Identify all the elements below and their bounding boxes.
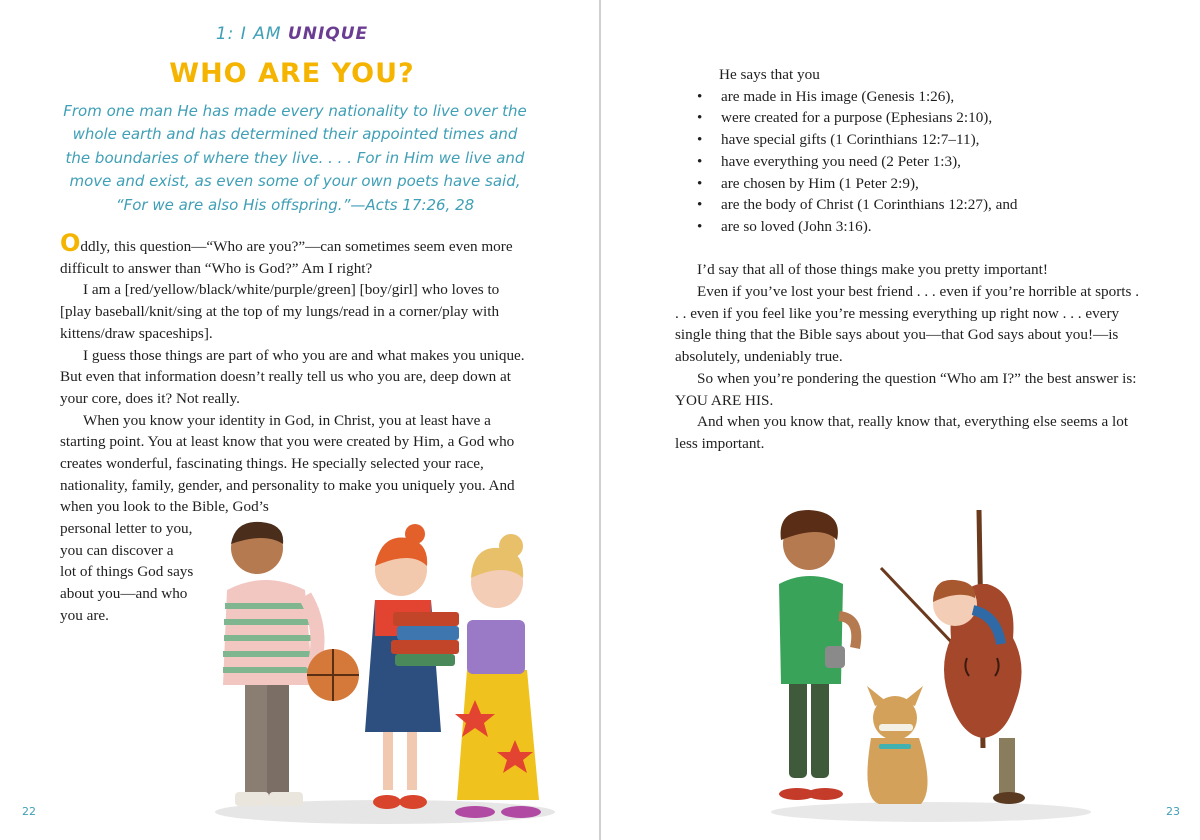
paragraph: I’d say that all of those things make you pretty important! [697, 261, 1048, 279]
page-number: 22 [22, 805, 36, 818]
girl-books-figure [365, 524, 459, 809]
paragraph-1 [60, 229, 528, 279]
paragraph-1-text: ddly, this question—“Who are you?”—can sometimes seem even more difficult to answer than “Who is God?” Am I right? [60, 238, 513, 277]
scripture-verse: From one man He has made every nationality to live over the whole earth and has determined their appointed times and the boundaries of where they live. . . . For in Him we live and move and exist, as even some of your own poets have said, “For we are also His offspring.”—Acts 17:26, 28 [63, 102, 527, 214]
left-body-text [60, 229, 528, 518]
right-body-text [675, 64, 1145, 455]
list-item: • are chosen by Him (1 Peter 2:9), [675, 173, 1145, 195]
wrapped-line: personal letter to you, [60, 520, 193, 537]
list-intro: He says that you [719, 66, 820, 83]
paragraph-4: When you know your identity in God, in Christ, you at least have a starting point. You at least know that you were created by Him, a God who creates wonderful, fascinating things. He specially selected your race, nationality, family, gender, and personality to make you uniquely you. And when you look to the Bible, God’s [60, 411, 515, 516]
chapter-number: 1: [215, 24, 235, 44]
page-number: 23 [1166, 805, 1180, 818]
wrapped-line: about you—and who [60, 585, 188, 603]
drop-cap: O [60, 229, 81, 257]
girl-glasses-figure [455, 534, 541, 818]
list-item: • have special gifts (1 Corinthians 12:7–11), [675, 129, 1145, 151]
paragraph: And when you know that, really know that, everything else seems a lot less important. [675, 413, 1129, 452]
list-item: • are made in His image (Genesis 1:26), [675, 86, 1145, 108]
paragraph: Even if you’ve lost your best friend . . . even if you’re horrible at sports . . . even if you feel like you’re messing everything up right now . . . every single thing that the Bible says about you—that God says about you!—is absolutely, undeniably true. [675, 283, 1140, 366]
list-item: • have everything you need (2 Peter 1:3), [675, 151, 1145, 173]
chapter-prefix: I AM [240, 24, 282, 44]
books-stack [391, 612, 459, 666]
boy-basketball-figure [223, 522, 359, 806]
dog-figure [867, 686, 928, 804]
wrapped-line: you are. [60, 606, 109, 624]
chapter-emphasis: UNIQUE [287, 24, 369, 44]
left-page [0, 0, 599, 840]
boy-headphones-figure [779, 510, 856, 800]
paragraph-2: I am a [red/yellow/black/white/purple/green] [boy/girl] who loves to [play baseball/knit/sing at the top of my lungs/read in a corner/play with kittens/draw spaceships]. [60, 281, 500, 342]
kids-with-dog-illustration [751, 498, 1101, 828]
right-page [601, 0, 1200, 840]
wrapped-text [60, 518, 220, 627]
list-item: • were created for a purpose (Ephesians 2:10), [675, 107, 1145, 129]
page-title: WHO ARE YOU? [169, 58, 415, 89]
identity-list [675, 86, 1145, 238]
list-item: • are so loved (John 3:16). [675, 216, 1145, 238]
kids-illustration [205, 520, 565, 830]
list-item: • are the body of Christ (1 Corinthians 12:27), and [675, 194, 1145, 216]
wrapped-line: you can discover a [60, 541, 174, 559]
paragraph: So when you’re pondering the question “Who am I?” the best answer is: YOU ARE HIS. [675, 369, 1137, 409]
paragraph-3: I guess those things are part of who you are and what makes you unique. But even that information doesn’t really tell us who you are, deep down at your core, does it? Not really. [60, 346, 525, 407]
chapter-heading [60, 24, 524, 44]
wrapped-line: lot of things God says [60, 563, 194, 581]
